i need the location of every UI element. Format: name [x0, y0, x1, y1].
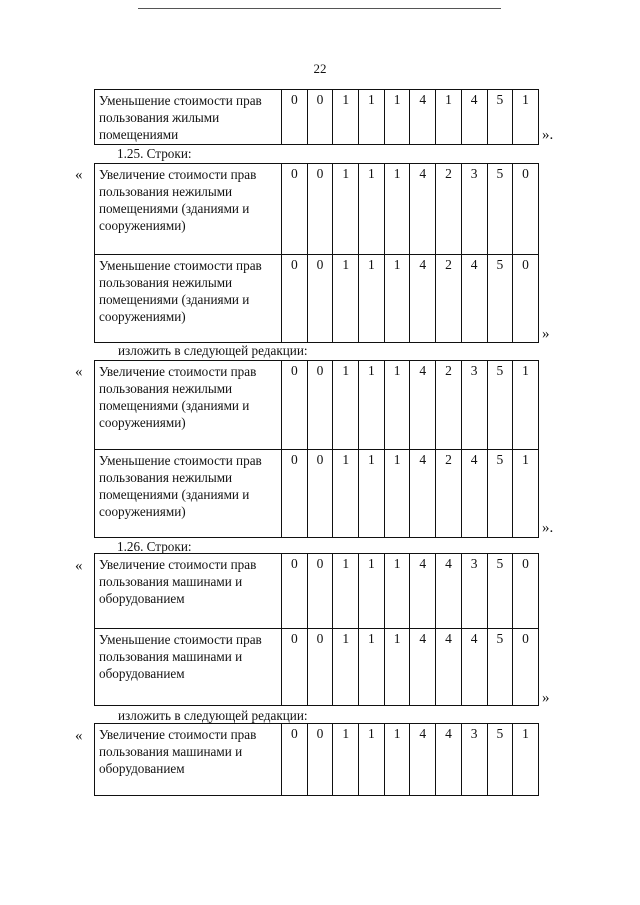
opening-quote: « — [75, 167, 83, 183]
code-digit-cell: 1 — [359, 90, 385, 145]
closing-quote: » — [542, 690, 550, 706]
code-digit-cell: 1 — [359, 361, 385, 450]
closing-quote: » — [542, 326, 550, 342]
table-row — [95, 450, 539, 538]
code-digit-cell: 4 — [410, 164, 436, 255]
code-table-5 — [94, 723, 539, 796]
code-digit-cell: 1 — [333, 90, 359, 145]
code-digit-cell: 4 — [436, 554, 462, 629]
code-digit-cell: 5 — [487, 554, 513, 629]
code-digit-cell: 0 — [307, 724, 333, 796]
code-digit-cell: 1 — [359, 629, 385, 706]
table-row — [95, 554, 539, 629]
code-digit-cell: 5 — [487, 450, 513, 538]
amendment-label-1: изложить в следующей редакции: — [118, 343, 308, 358]
row-name-cell: Уменьшение стоимости прав пользования нежилыми помещениями (зданиями и сооружениями) — [95, 255, 282, 343]
code-digit-cell: 1 — [513, 724, 539, 796]
code-digit-cell: 1 — [384, 164, 410, 255]
code-digit-cell: 0 — [282, 361, 308, 450]
code-digit-cell: 0 — [282, 255, 308, 343]
amendment-label-2: изложить в следующей редакции: — [118, 708, 308, 723]
closing-quote: ». — [542, 127, 554, 143]
code-digit-cell: 0 — [282, 724, 308, 796]
code-digit-cell: 4 — [461, 629, 487, 706]
code-digit-cell: 1 — [384, 450, 410, 538]
code-digit-cell: 1 — [436, 90, 462, 145]
code-digit-cell: 1 — [359, 450, 385, 538]
code-digit-cell: 2 — [436, 450, 462, 538]
code-digit-cell: 1 — [333, 450, 359, 538]
code-digit-cell: 0 — [282, 554, 308, 629]
opening-quote: « — [75, 364, 83, 380]
code-digit-cell: 1 — [333, 554, 359, 629]
row-name-cell: Увеличение стоимости прав пользования нежилыми помещениями (зданиями и сооружениями) — [95, 164, 282, 255]
code-digit-cell: 1 — [359, 164, 385, 255]
code-digit-cell: 0 — [282, 90, 308, 145]
table-body — [95, 164, 539, 343]
code-digit-cell: 2 — [436, 361, 462, 450]
section-heading-1-26: 1.26. Строки: — [117, 539, 192, 554]
code-digit-cell: 5 — [487, 255, 513, 343]
code-table-2 — [94, 163, 539, 343]
code-digit-cell: 0 — [513, 554, 539, 629]
row-name-cell: Увеличение стоимости прав пользования машинами и оборудованием — [95, 554, 282, 629]
row-name-cell: Увеличение стоимости прав пользования нежилыми помещениями (зданиями и сооружениями) — [95, 361, 282, 450]
table-body — [95, 554, 539, 706]
code-table-4 — [94, 553, 539, 706]
code-digit-cell: 4 — [410, 450, 436, 538]
code-digit-cell: 2 — [436, 255, 462, 343]
closing-quote: ». — [542, 520, 554, 536]
code-digit-cell: 3 — [461, 554, 487, 629]
code-digit-cell: 5 — [487, 90, 513, 145]
code-digit-cell: 3 — [461, 164, 487, 255]
code-digit-cell: 5 — [487, 164, 513, 255]
table-row — [95, 90, 539, 145]
code-digit-cell: 3 — [461, 724, 487, 796]
code-digit-cell: 0 — [282, 629, 308, 706]
code-digit-cell: 1 — [333, 164, 359, 255]
code-digit-cell: 1 — [513, 361, 539, 450]
code-digit-cell: 2 — [436, 164, 462, 255]
code-digit-cell: 1 — [384, 554, 410, 629]
opening-quote: « — [75, 558, 83, 574]
table-row — [95, 255, 539, 343]
code-digit-cell: 5 — [487, 361, 513, 450]
code-digit-cell: 0 — [307, 90, 333, 145]
code-digit-cell: 1 — [333, 255, 359, 343]
code-digit-cell: 0 — [307, 629, 333, 706]
code-digit-cell: 1 — [333, 724, 359, 796]
code-digit-cell: 4 — [461, 90, 487, 145]
table-body — [95, 724, 539, 796]
code-digit-cell: 4 — [410, 90, 436, 145]
code-table-3 — [94, 360, 539, 538]
table-row — [95, 724, 539, 796]
code-digit-cell: 5 — [487, 629, 513, 706]
code-digit-cell: 1 — [384, 255, 410, 343]
page-number: 22 — [313, 61, 327, 76]
code-digit-cell: 0 — [513, 629, 539, 706]
table-body — [95, 361, 539, 538]
row-name-cell: Увеличение стоимости прав пользования машинами и оборудованием — [95, 724, 282, 796]
table-row — [95, 629, 539, 706]
scan-edge-line — [138, 8, 501, 9]
code-digit-cell: 4 — [410, 554, 436, 629]
code-digit-cell: 0 — [307, 164, 333, 255]
table-row — [95, 361, 539, 450]
code-digit-cell: 0 — [513, 255, 539, 343]
code-digit-cell: 0 — [307, 361, 333, 450]
code-digit-cell: 4 — [461, 450, 487, 538]
code-digit-cell: 0 — [307, 554, 333, 629]
code-digit-cell: 4 — [410, 255, 436, 343]
code-digit-cell: 0 — [282, 450, 308, 538]
row-name-cell: Уменьшение стоимости прав пользования нежилыми помещениями (зданиями и сооружениями) — [95, 450, 282, 538]
code-digit-cell: 0 — [307, 450, 333, 538]
code-digit-cell: 3 — [461, 361, 487, 450]
code-digit-cell: 4 — [436, 724, 462, 796]
code-digit-cell: 4 — [461, 255, 487, 343]
code-digit-cell: 1 — [333, 361, 359, 450]
table-body — [95, 90, 539, 145]
row-name-cell: Уменьшение стоимости прав пользования жилыми помещениями — [95, 90, 282, 145]
code-digit-cell: 1 — [384, 724, 410, 796]
code-digit-cell: 0 — [513, 164, 539, 255]
code-digit-cell: 1 — [513, 450, 539, 538]
code-digit-cell: 0 — [282, 164, 308, 255]
code-digit-cell: 0 — [307, 255, 333, 343]
code-digit-cell: 1 — [333, 629, 359, 706]
code-digit-cell: 4 — [410, 361, 436, 450]
code-digit-cell: 5 — [487, 724, 513, 796]
code-digit-cell: 1 — [384, 361, 410, 450]
code-digit-cell: 1 — [384, 629, 410, 706]
section-heading-1-25: 1.25. Строки: — [117, 146, 192, 161]
code-digit-cell: 1 — [359, 554, 385, 629]
code-digit-cell: 4 — [436, 629, 462, 706]
code-digit-cell: 1 — [384, 90, 410, 145]
code-digit-cell: 4 — [410, 724, 436, 796]
code-digit-cell: 4 — [410, 629, 436, 706]
code-digit-cell: 1 — [359, 255, 385, 343]
opening-quote: « — [75, 728, 83, 744]
code-digit-cell: 1 — [513, 90, 539, 145]
table-row — [95, 164, 539, 255]
row-name-cell: Уменьшение стоимости прав пользования машинами и оборудованием — [95, 629, 282, 706]
code-table-1 — [94, 89, 539, 145]
code-digit-cell: 1 — [359, 724, 385, 796]
